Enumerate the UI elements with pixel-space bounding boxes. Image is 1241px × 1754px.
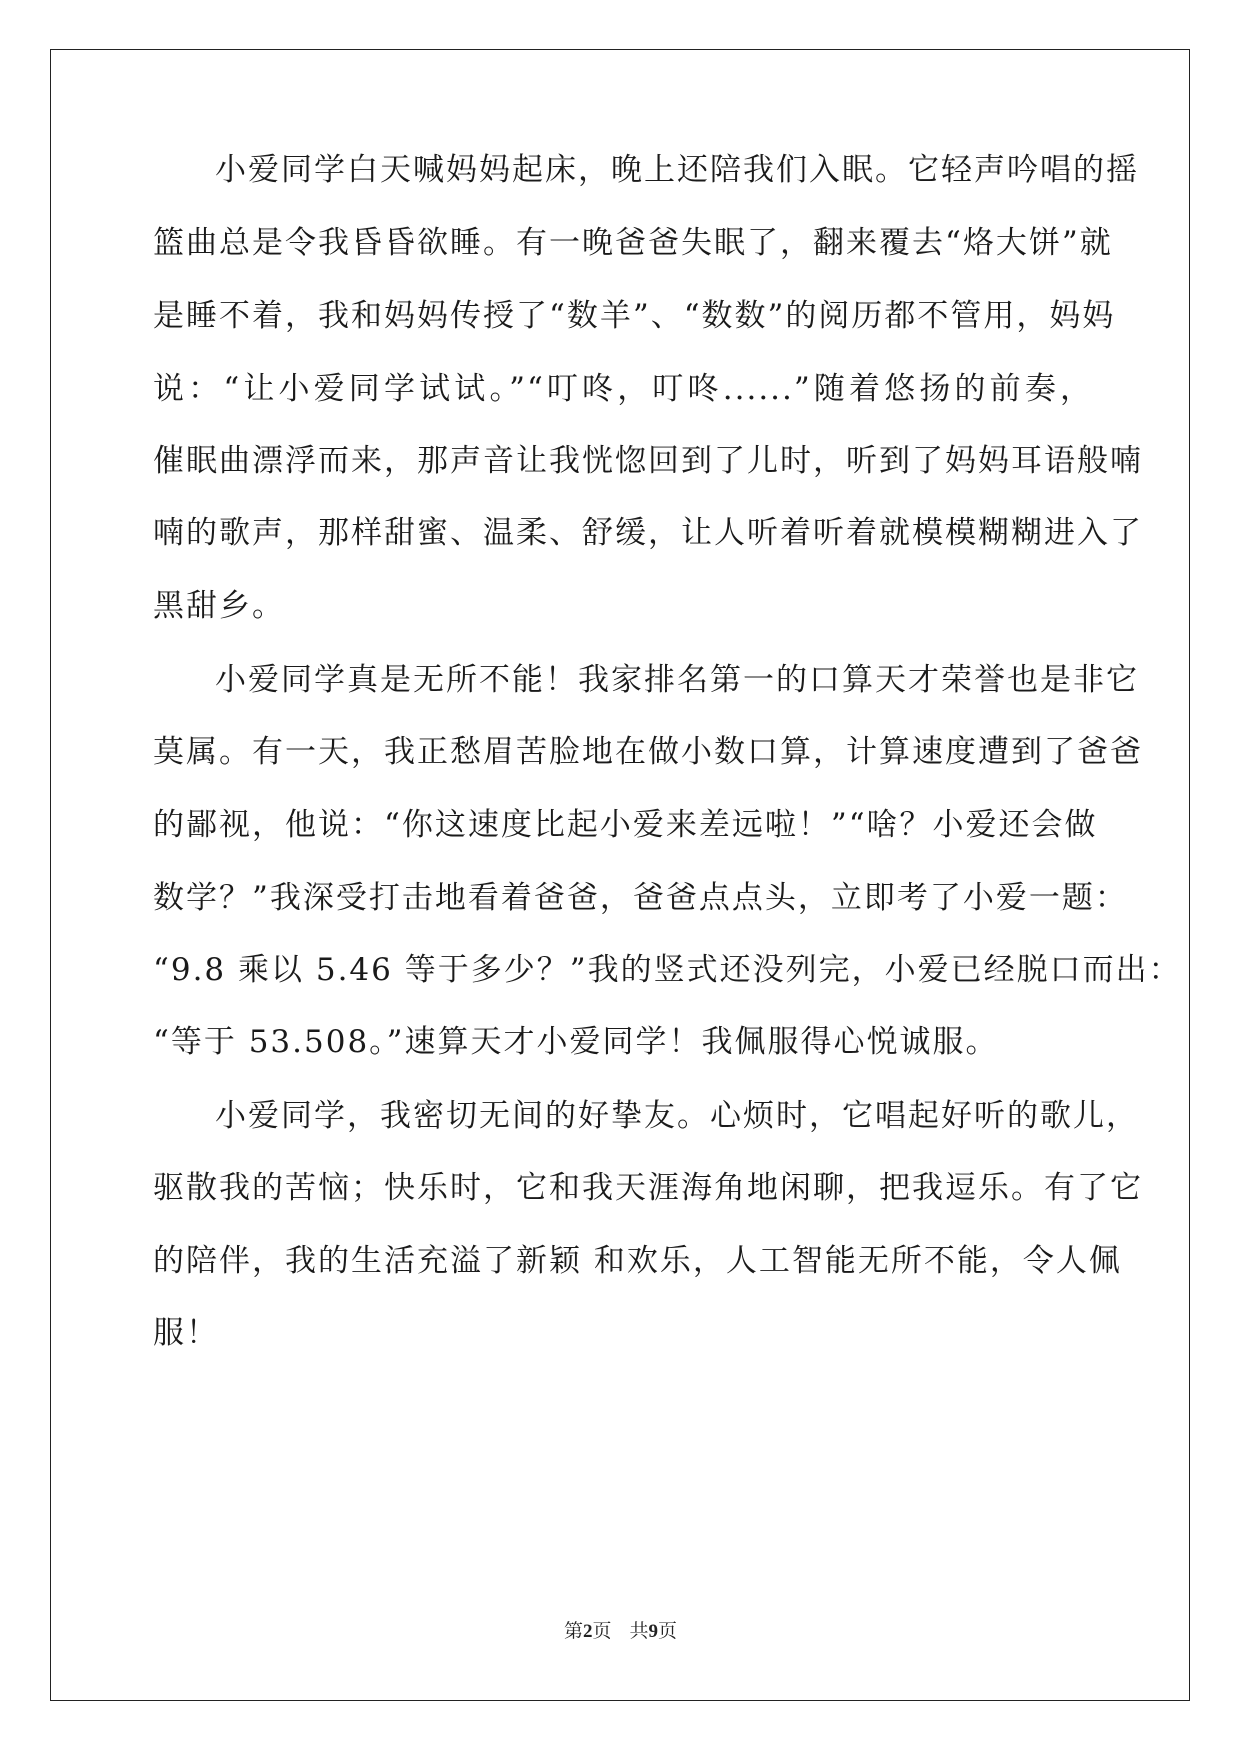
paragraph-2-line-2: 莫属。有一天，我正愁眉苦脸地在做小数口算，计算速度遭到了爸爸 — [153, 734, 1143, 770]
paragraph-2-line-6: “等于 53.508。”速算天才小爱同学！我佩服得心悦诚服。 — [153, 1024, 999, 1060]
paragraph-1-line-2: 篮曲总是令我昏昏欲睡。有一晚爸爸失眠了，翻来覆去“烙大饼”就 — [153, 225, 1113, 261]
page-prefix: 第 — [563, 1621, 583, 1642]
paragraph-3-line-2: 驱散我的苦恼；快乐时，它和我天涯海角地闲聊，把我逗乐。有了它 — [153, 1170, 1143, 1206]
paragraph-1-line-4: 说：“让小爱同学试试。”“叮咚，叮咚......”随着悠扬的前奏， — [153, 371, 1093, 407]
paragraph-2-line-4: 数学？”我深受打击地看着爸爸，爸爸点点头，立即考了小爱一题： — [153, 880, 1128, 916]
paragraph-2-line-5: “9.8 乘以 5.46 等于多少？”我的竖式还没列完，小爱已经脱口而出： — [153, 952, 1182, 988]
page-suffix: 页 — [592, 1621, 612, 1642]
page-footer — [0, 1620, 1241, 1644]
paragraph-1-line-7: 黑甜乡。 — [153, 588, 285, 624]
total-suffix: 页 — [658, 1621, 678, 1642]
paragraph-3-line-3: 的陪伴，我的生活充溢了新颖 和欢乐，人工智能无所不能，令人佩 — [153, 1243, 1122, 1279]
paragraph-1-line-6: 喃的歌声，那样甜蜜、温柔、舒缓，让人听着听着就模模糊糊进入了 — [153, 515, 1143, 551]
paragraph-1-line-3: 是睡不着，我和妈妈传授了“数羊”、“数数”的阅历都不管用，妈妈 — [153, 298, 1116, 334]
page-number: 2 — [582, 1621, 593, 1642]
paragraph-2-line-1: 小爱同学真是无所不能！我家排名第一的口算天才荣誉也是非它 — [215, 662, 1139, 698]
paragraph-3-line-1: 小爱同学，我密切无间的好挚友。心烦时，它唱起好听的歌儿， — [215, 1098, 1139, 1134]
paragraph-1-line-5: 催眠曲漂浮而来，那声音让我恍惚回到了儿时，听到了妈妈耳语般喃 — [153, 443, 1143, 479]
total-pages: 9 — [648, 1621, 659, 1642]
paragraph-2-line-3: 的鄙视，他说：“你这速度比起小爱来差远啦！”“啥？小爱还会做 — [153, 807, 1098, 843]
paragraph-1-line-1: 小爱同学白天喊妈妈起床，晚上还陪我们入眠。它轻声吟唱的摇 — [215, 152, 1139, 188]
total-prefix: 共 — [629, 1621, 649, 1642]
paragraph-3-line-4: 服！ — [153, 1315, 219, 1351]
